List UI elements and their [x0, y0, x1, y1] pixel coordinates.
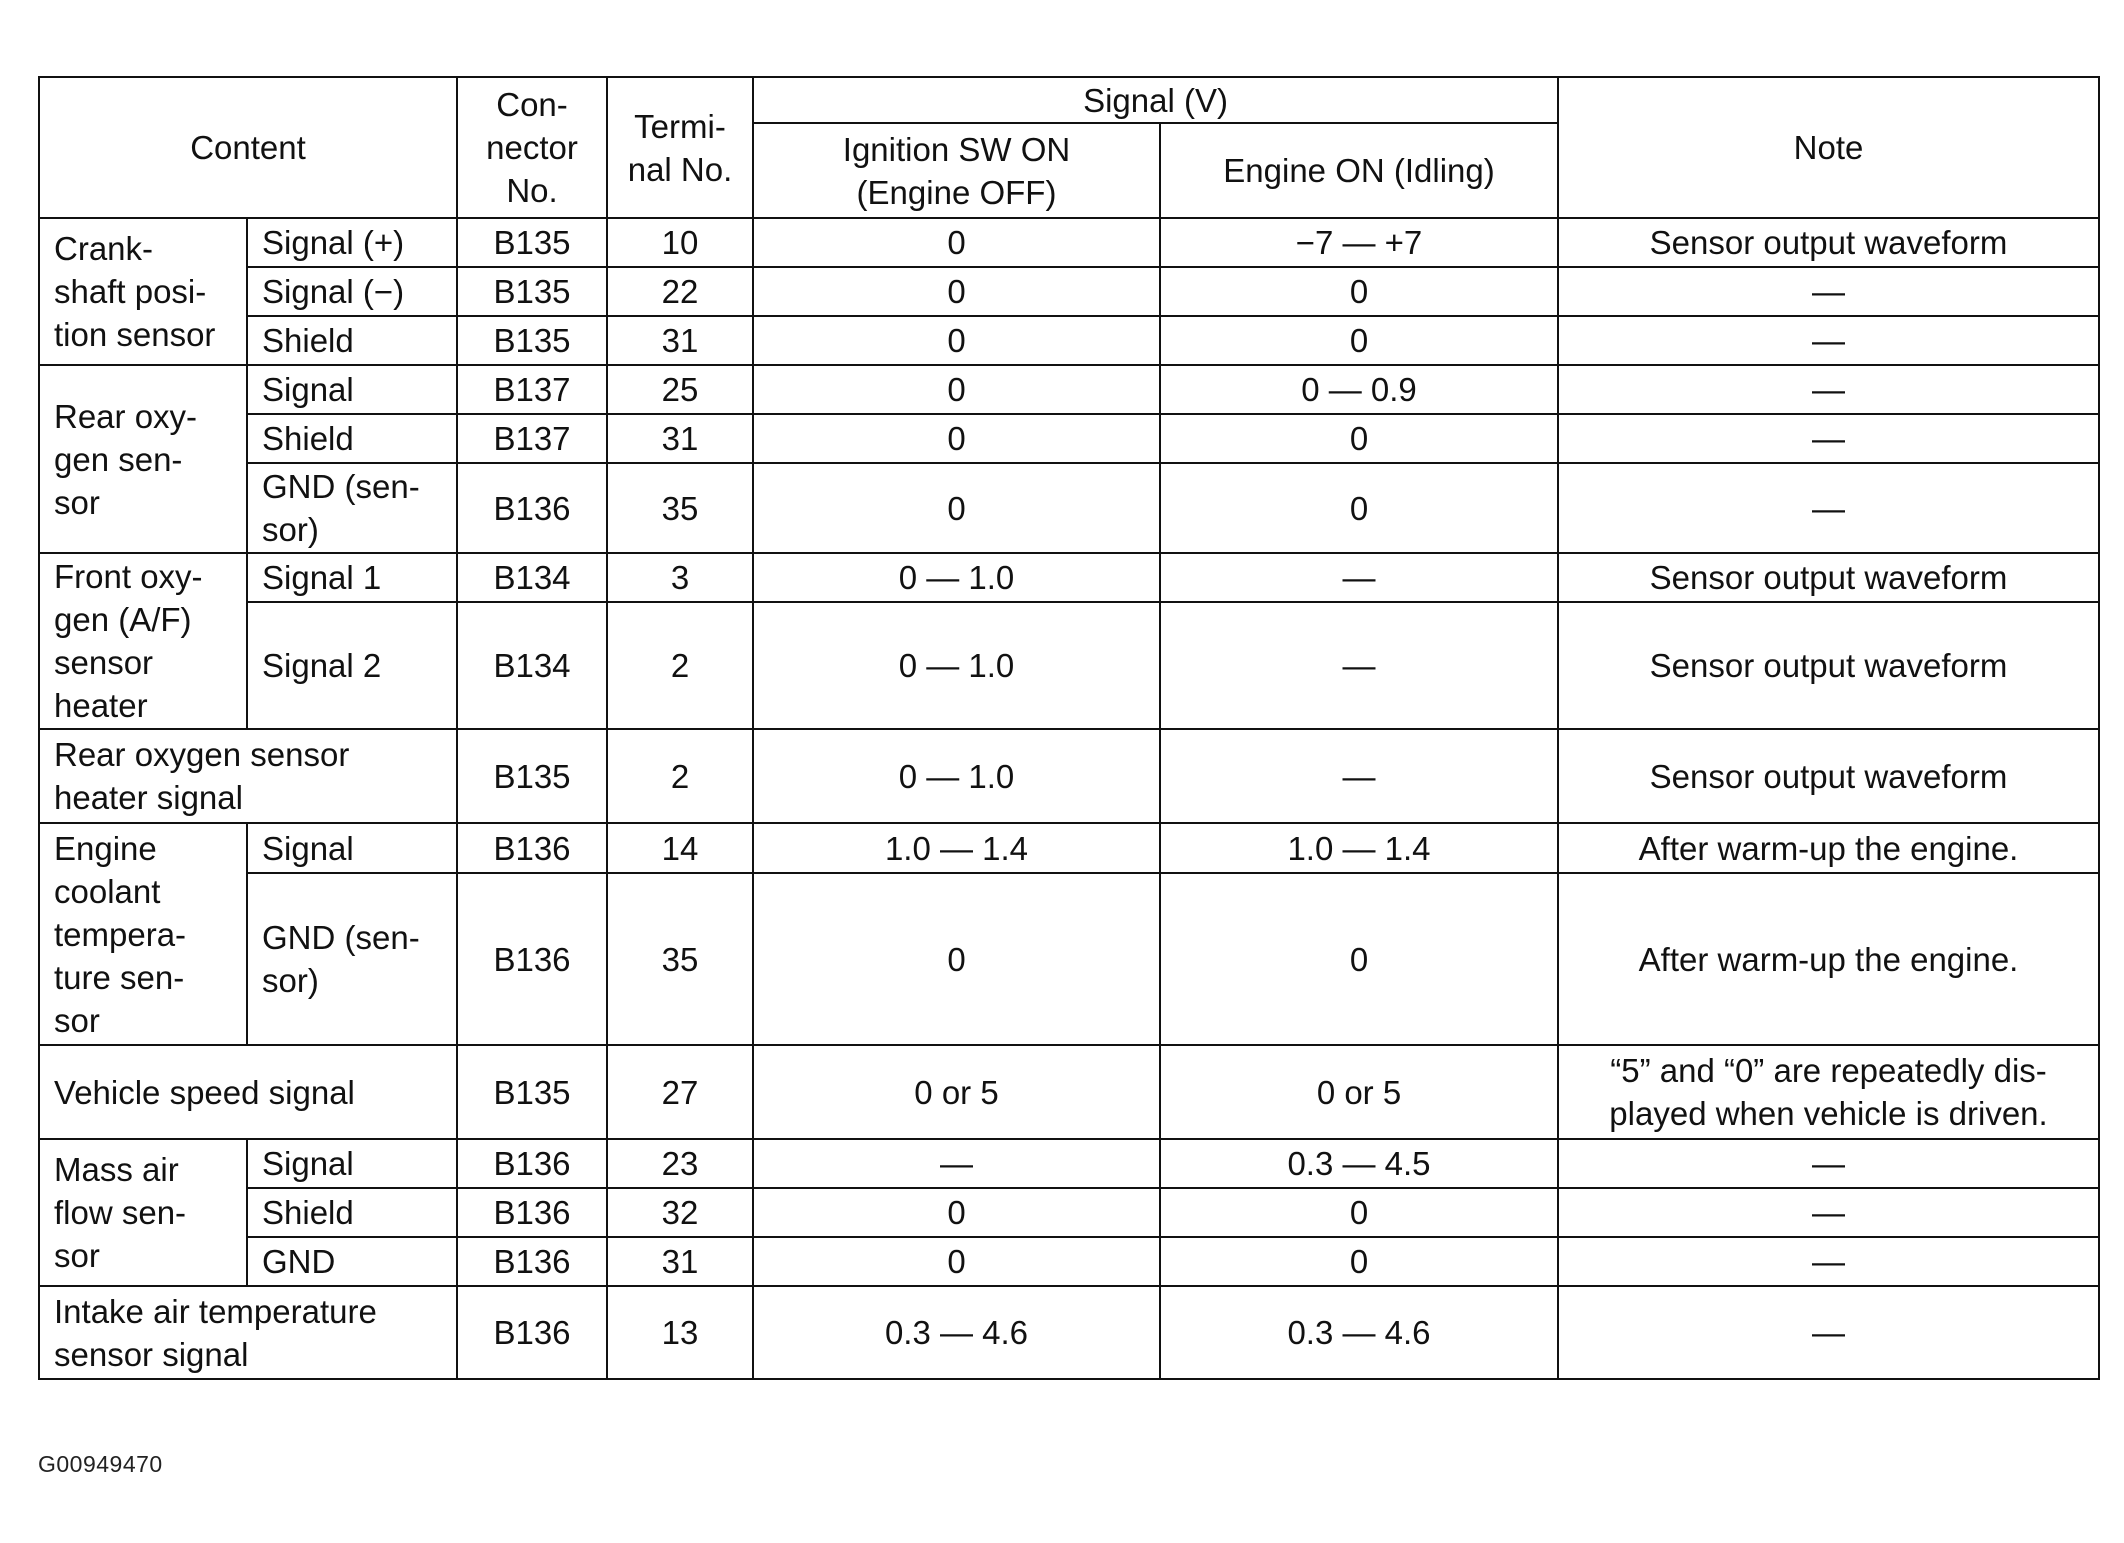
terminal-cell: 31 [607, 414, 753, 463]
item-cell: Shield [247, 316, 457, 365]
terminal-cell: 31 [607, 1237, 753, 1286]
connector-cell: B137 [457, 414, 607, 463]
ignition-value-cell: 0 or 5 [753, 1045, 1160, 1139]
item-cell: Signal (+) [247, 218, 457, 267]
terminal-cell: 25 [607, 365, 753, 414]
note-cell: After warm-up the engine. [1558, 873, 2099, 1045]
terminal-cell: 13 [607, 1286, 753, 1379]
engine-value-cell: — [1160, 729, 1558, 823]
terminal-cell: 35 [607, 463, 753, 553]
table-row [39, 365, 2099, 414]
header-engine-on: Engine ON (Idling) [1160, 123, 1558, 218]
group-front-oxygen-sensor-heater: Front oxy- gen (A/F) sensor heater [39, 553, 247, 729]
connector-cell: B134 [457, 553, 607, 602]
table-row [39, 1045, 2099, 1139]
ignition-value-cell: 0 [753, 218, 1160, 267]
ignition-value-cell: — [753, 1139, 1160, 1188]
header-terminal-no: Termi- nal No. [607, 77, 753, 218]
ignition-value-cell: 0 [753, 267, 1160, 316]
note-cell: — [1558, 316, 2099, 365]
ignition-value-cell: 0 — 1.0 [753, 602, 1160, 729]
group-mass-air-flow-sensor: Mass air flow sen- sor [39, 1139, 247, 1286]
group-rear-oxygen-sensor: Rear oxy- gen sen- sor [39, 365, 247, 553]
item-cell: Signal [247, 365, 457, 414]
item-cell: Signal [247, 1139, 457, 1188]
terminal-cell: 32 [607, 1188, 753, 1237]
engine-value-cell: 1.0 — 1.4 [1160, 823, 1558, 873]
engine-value-cell: 0 [1160, 316, 1558, 365]
header-connector-no: Con- nector No. [457, 77, 607, 218]
ignition-value-cell: 0 [753, 316, 1160, 365]
terminal-cell: 22 [607, 267, 753, 316]
table-row [39, 873, 2099, 1045]
ignition-value-cell: 0 — 1.0 [753, 553, 1160, 602]
table-row [39, 218, 2099, 267]
note-cell: — [1558, 365, 2099, 414]
connector-cell: B134 [457, 602, 607, 729]
connector-cell: B135 [457, 218, 607, 267]
table-row [39, 316, 2099, 365]
pinout-table-sheet [38, 76, 2098, 1380]
table-row [39, 1286, 2099, 1379]
engine-value-cell: −7 — +7 [1160, 218, 1558, 267]
table-row [39, 463, 2099, 553]
item-cell: Signal [247, 823, 457, 873]
group-intake-air-temperature-sensor-signal: Intake air temperature sensor signal [39, 1286, 457, 1379]
item-cell: Shield [247, 1188, 457, 1237]
ignition-value-cell: 0 [753, 414, 1160, 463]
engine-value-cell: 0 [1160, 463, 1558, 553]
group-engine-coolant-temperature-sensor: Engine coolant tempera- ture sen- sor [39, 823, 247, 1045]
connector-cell: B136 [457, 1188, 607, 1237]
group-vehicle-speed-signal: Vehicle speed signal [39, 1045, 457, 1139]
ignition-value-cell: 1.0 — 1.4 [753, 823, 1160, 873]
engine-value-cell: 0 [1160, 1237, 1558, 1286]
terminal-cell: 3 [607, 553, 753, 602]
note-cell: — [1558, 1237, 2099, 1286]
table-row [39, 602, 2099, 729]
connector-cell: B135 [457, 316, 607, 365]
note-cell: — [1558, 1286, 2099, 1379]
connector-cell: B137 [457, 365, 607, 414]
terminal-cell: 10 [607, 218, 753, 267]
engine-value-cell: — [1160, 553, 1558, 602]
engine-value-cell: 0 [1160, 267, 1558, 316]
header-content: Content [39, 77, 457, 218]
table-row [39, 1237, 2099, 1286]
ignition-value-cell: 0 [753, 873, 1160, 1045]
terminal-cell: 14 [607, 823, 753, 873]
item-cell: GND (sen- sor) [247, 873, 457, 1045]
terminal-cell: 35 [607, 873, 753, 1045]
item-cell: Signal (−) [247, 267, 457, 316]
item-cell: Signal 1 [247, 553, 457, 602]
note-cell: Sensor output waveform [1558, 602, 2099, 729]
connector-cell: B136 [457, 1237, 607, 1286]
note-cell: — [1558, 1188, 2099, 1237]
table-row [39, 729, 2099, 823]
engine-value-cell: 0 or 5 [1160, 1045, 1558, 1139]
terminal-cell: 31 [607, 316, 753, 365]
connector-cell: B136 [457, 1286, 607, 1379]
ignition-value-cell: 0 [753, 1237, 1160, 1286]
ignition-value-cell: 0 [753, 1188, 1160, 1237]
connector-cell: B135 [457, 1045, 607, 1139]
table-row [39, 553, 2099, 602]
header-signal-v: Signal (V) [753, 77, 1558, 123]
ignition-value-cell: 0 [753, 463, 1160, 553]
item-cell: GND [247, 1237, 457, 1286]
note-cell: After warm-up the engine. [1558, 823, 2099, 873]
header-note: Note [1558, 77, 2099, 218]
engine-value-cell: 0.3 — 4.6 [1160, 1286, 1558, 1379]
group-rear-oxygen-sensor-heater-signal: Rear oxygen sensor heater signal [39, 729, 457, 823]
ignition-value-cell: 0.3 — 4.6 [753, 1286, 1160, 1379]
figure-id: G00949470 [38, 1451, 163, 1477]
table-row [39, 823, 2099, 873]
item-cell: GND (sen- sor) [247, 463, 457, 553]
note-cell: Sensor output waveform [1558, 553, 2099, 602]
engine-value-cell: — [1160, 602, 1558, 729]
item-cell: Shield [247, 414, 457, 463]
terminal-cell: 27 [607, 1045, 753, 1139]
engine-value-cell: 0 — 0.9 [1160, 365, 1558, 414]
terminal-cell: 23 [607, 1139, 753, 1188]
engine-value-cell: 0 [1160, 873, 1558, 1045]
connector-cell: B136 [457, 873, 607, 1045]
ecm-terminal-signal-table [38, 76, 2100, 1380]
connector-cell: B136 [457, 1139, 607, 1188]
item-cell: Signal 2 [247, 602, 457, 729]
connector-cell: B135 [457, 267, 607, 316]
note-cell: — [1558, 267, 2099, 316]
header-row-1 [39, 77, 2099, 123]
engine-value-cell: 0 [1160, 414, 1558, 463]
ignition-value-cell: 0 — 1.0 [753, 729, 1160, 823]
table-row [39, 414, 2099, 463]
connector-cell: B135 [457, 729, 607, 823]
note-cell: Sensor output waveform [1558, 218, 2099, 267]
engine-value-cell: 0.3 — 4.5 [1160, 1139, 1558, 1188]
table-row [39, 1188, 2099, 1237]
terminal-cell: 2 [607, 729, 753, 823]
note-cell: — [1558, 463, 2099, 553]
note-cell: — [1558, 1139, 2099, 1188]
note-cell: — [1558, 414, 2099, 463]
connector-cell: B136 [457, 463, 607, 553]
table-row [39, 1139, 2099, 1188]
group-crankshaft-position-sensor: Crank- shaft posi- tion sensor [39, 218, 247, 365]
ignition-value-cell: 0 [753, 365, 1160, 414]
note-cell: Sensor output waveform [1558, 729, 2099, 823]
terminal-cell: 2 [607, 602, 753, 729]
connector-cell: B136 [457, 823, 607, 873]
table-row [39, 267, 2099, 316]
engine-value-cell: 0 [1160, 1188, 1558, 1237]
header-ignition-sw-on: Ignition SW ON (Engine OFF) [753, 123, 1160, 218]
note-cell: “5” and “0” are repeatedly dis- played when vehicle is driven. [1558, 1045, 2099, 1139]
